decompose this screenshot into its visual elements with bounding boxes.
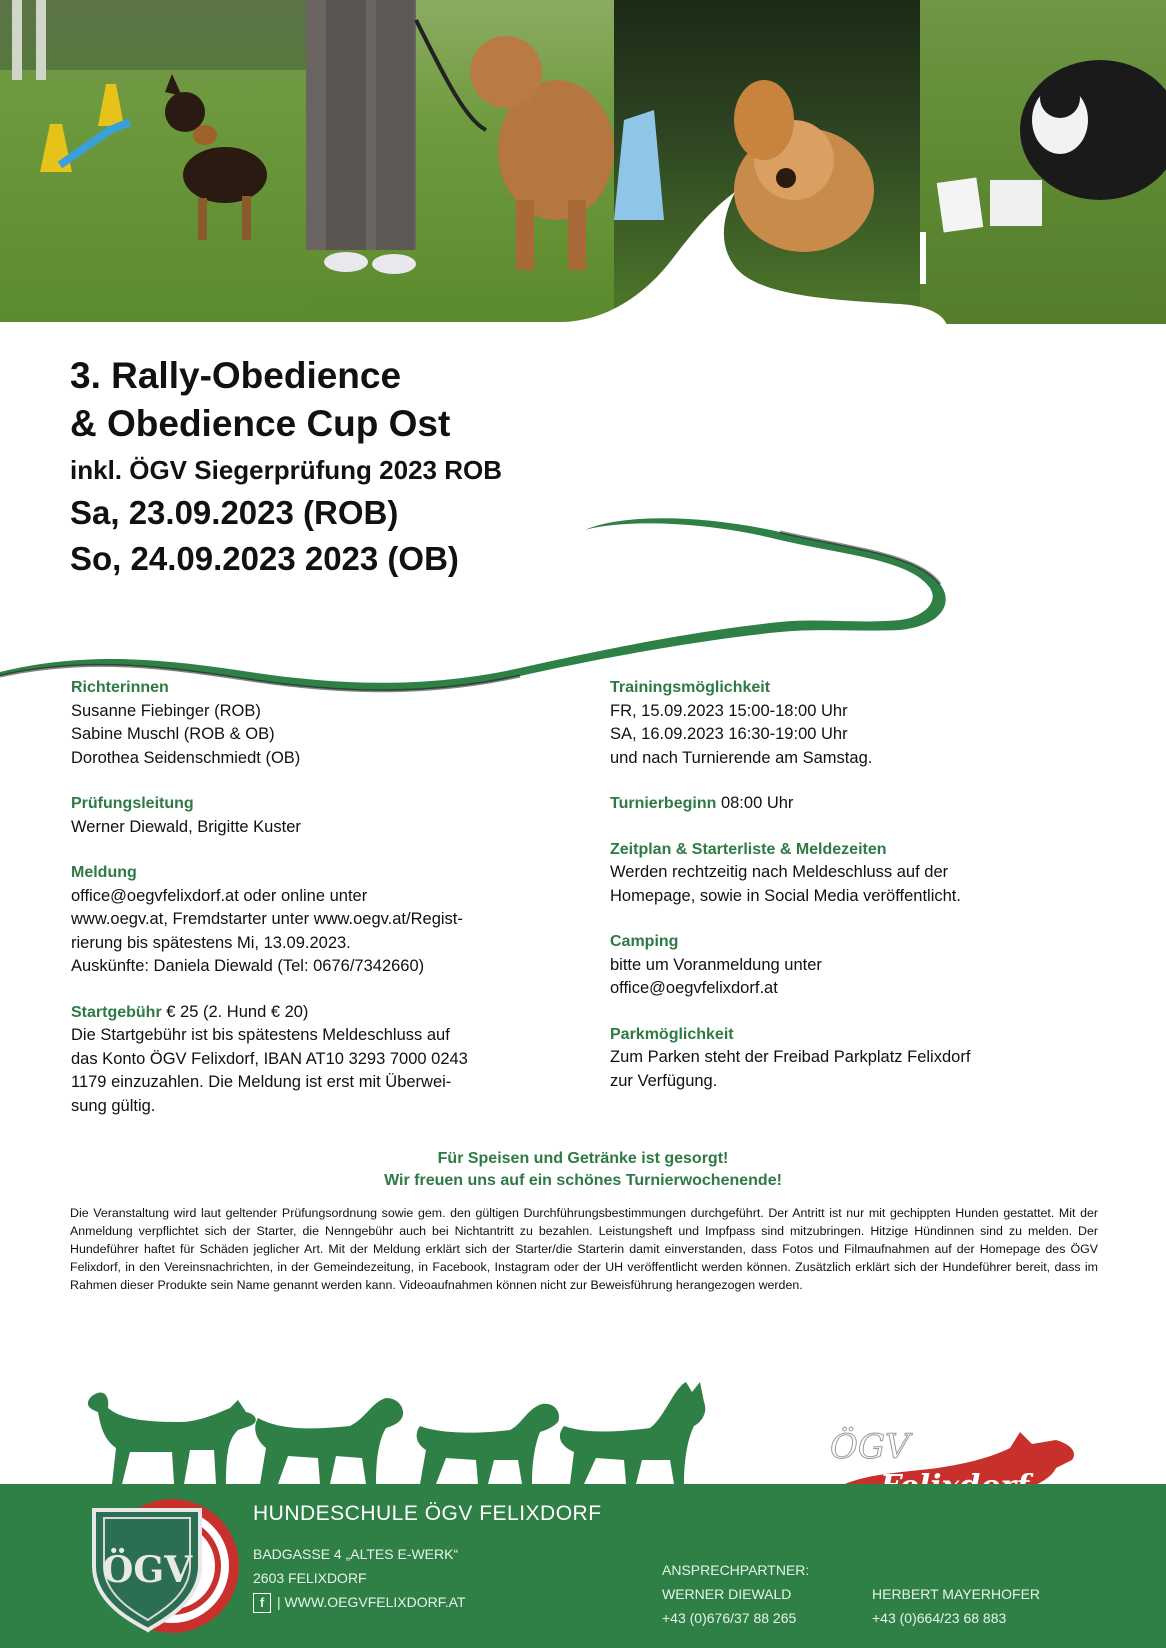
closing-message	[0, 1148, 1166, 1192]
text-line: zur Verfügung.	[610, 1071, 718, 1090]
section-heading: Turnierbeginn	[610, 795, 717, 812]
text-line: FR, 15.09.2023 15:00-18:00 Uhr	[610, 701, 848, 720]
text-line: 1179 einzuzahlen. Die Meldung ist erst mit Überwei-	[71, 1073, 452, 1091]
text-line: www.oegv.at, Fremdstarter unter www.oegv.at/Regist-	[71, 910, 463, 928]
title-subtitle: inkl. ÖGV Siegerprüfung 2023 ROB	[70, 455, 502, 485]
contact-name: HERBERT MAYERHOFER	[872, 1586, 1041, 1602]
facebook-icon[interactable]: f	[253, 1593, 271, 1613]
text-line: sung gültig.	[71, 1096, 156, 1115]
section-schedule	[610, 838, 1090, 909]
fee-amount: € 25 (2. Hund € 20)	[161, 1002, 309, 1021]
section-fee	[71, 1001, 601, 1119]
section-parking	[610, 1023, 1090, 1094]
text-line: office@oegvfelixdorf.at oder online unter	[71, 886, 368, 905]
text-line: rierung bis spätestens Mi, 13.09.2023.	[71, 933, 351, 952]
section-heading: Startgebühr	[71, 1003, 162, 1021]
contact-primary	[662, 1558, 809, 1630]
text-line: SA, 16.09.2023 16:30-19:00 Uhr	[610, 725, 848, 743]
text-line: Sabine Muschl (ROB & OB)	[71, 725, 275, 743]
dog-silhouette	[417, 1404, 559, 1484]
text-line: Homepage, sowie in Social Media veröffentlicht.	[610, 886, 961, 905]
section-heading: Prüfungsleitung	[71, 795, 194, 812]
text-line: das Konto ÖGV Felixdorf, IBAN AT10 3293 7000 0243	[71, 1049, 468, 1068]
contact-phone: +43 (0)676/37 88 265	[662, 1610, 797, 1626]
dog-silhouette	[88, 1393, 256, 1484]
text-line: Werner Diewald, Brigitte Kuster	[71, 817, 301, 836]
start-time: 08:00 Uhr	[716, 794, 794, 812]
contact-secondary	[872, 1582, 1040, 1630]
section-heading: Camping	[610, 933, 679, 950]
text-line: office@oegvfelixdorf.at	[610, 979, 778, 997]
title-line-2: & Obedience Cup Ost	[70, 403, 451, 444]
text-line: und nach Turnierende am Samstag.	[610, 748, 873, 767]
dog-silhouette	[255, 1398, 403, 1484]
date-saturday: Sa, 23.09.2023 (ROB)	[70, 494, 399, 531]
date-sunday: So, 24.09.2023 2023 (OB)	[70, 540, 459, 577]
dog-silhouette	[560, 1382, 705, 1484]
section-heading: Meldung	[71, 864, 137, 881]
info-right-column	[610, 676, 1090, 1115]
section-start	[610, 792, 1090, 816]
section-judges	[71, 676, 601, 770]
text-line: Die Startgebühr ist bis spätestens Meldeschluss auf	[71, 1026, 450, 1044]
section-entry	[71, 861, 601, 979]
header-wave-shape	[0, 0, 1166, 700]
website-row	[253, 1590, 466, 1614]
emblem-text: ÖGV	[101, 1549, 193, 1591]
closing-line-welcome: Wir freuen uns auf ein schönes Turnierwochenende!	[384, 1172, 782, 1189]
dog-silhouette-row	[80, 1378, 780, 1490]
text-line: Auskünfte: Daniela Diewald (Tel: 0676/7342660)	[71, 957, 425, 975]
info-left-column	[71, 676, 601, 1140]
contact-name: WERNER DIEWALD	[662, 1586, 792, 1602]
section-heading: Zeitplan & Starterliste & Meldezeiten	[610, 840, 887, 858]
text-line: Zum Parken steht der Freibad Parkplatz Felixdorf	[610, 1048, 971, 1066]
school-address	[253, 1542, 466, 1614]
school-name: HUNDESCHULE ÖGV FELIXDORF	[253, 1502, 602, 1525]
address-line-1: BADGASSE 4 „ALTES E-WERK“	[253, 1546, 459, 1562]
title-line-1: 3. Rally-Obedience	[70, 355, 402, 396]
closing-line-food: Für Speisen und Getränke ist gesorgt!	[437, 1150, 729, 1167]
website-link[interactable]: | WWW.OEGVFELIXDORF.AT	[277, 1594, 466, 1610]
contact-label: ANSPRECHPARTNER:	[662, 1562, 810, 1578]
section-heading: Richterinnen	[71, 679, 169, 696]
oegv-emblem	[82, 1496, 242, 1636]
section-heading: Parkmöglichkeit	[610, 1025, 734, 1043]
contact-phone: +43 (0)664/23 68 883	[872, 1610, 1007, 1626]
logo-text-oegv: ÖGV	[830, 1427, 910, 1467]
section-training	[610, 676, 1090, 770]
section-camping	[610, 930, 1090, 1001]
text-line: Susanne Fiebinger (ROB)	[71, 701, 261, 720]
text-line: Werden rechtzeitig nach Meldeschluss auf der	[610, 863, 949, 881]
text-line: bitte um Voranmeldung unter	[610, 955, 822, 974]
legal-disclaimer: Die Veranstaltung wird laut geltender Prüfungsordnung sowie gem. den gültigen Durchführungsbestimmungen durchgeführt. Der Antritt ist nur mit gechippten Hunden gestattet. Mit der Anmeldung verpflichtet sich der Starter, die Nenngebühr auch bei Nichtantritt zu bezahlen. Leistungsheft und Impfpass sind mitzubringen. Hitzige Hündinnen sind zu melden. Der Hundeführer haftet für Schäden jeglicher Art. Mit der Meldung erklärt sich der Starter/die Starterin damit einverstanden, dass Fotos und Filmaufnahmen auf der Homepage des ÖGV Felixdorf, in den Vereinsnachrichten, in der Gemeindezeitung, in Facebook, Instagram oder der UH veröffentlicht werden können. Zusätzlich erklärt sich der Hundeführer bereit, dass im Rahmen dieser Produkte sein Name genannt werden kann. Videoaufnahmen können nicht zur Beweisführung herangezogen werden.	[70, 1206, 1098, 1292]
section-lead	[71, 792, 601, 839]
event-title	[70, 352, 770, 582]
address-line-2: 2603 FELIXDORF	[253, 1570, 367, 1586]
text-line: Dorothea Seidenschmiedt (OB)	[71, 748, 301, 767]
section-heading: Trainingsmöglichkeit	[610, 679, 771, 696]
